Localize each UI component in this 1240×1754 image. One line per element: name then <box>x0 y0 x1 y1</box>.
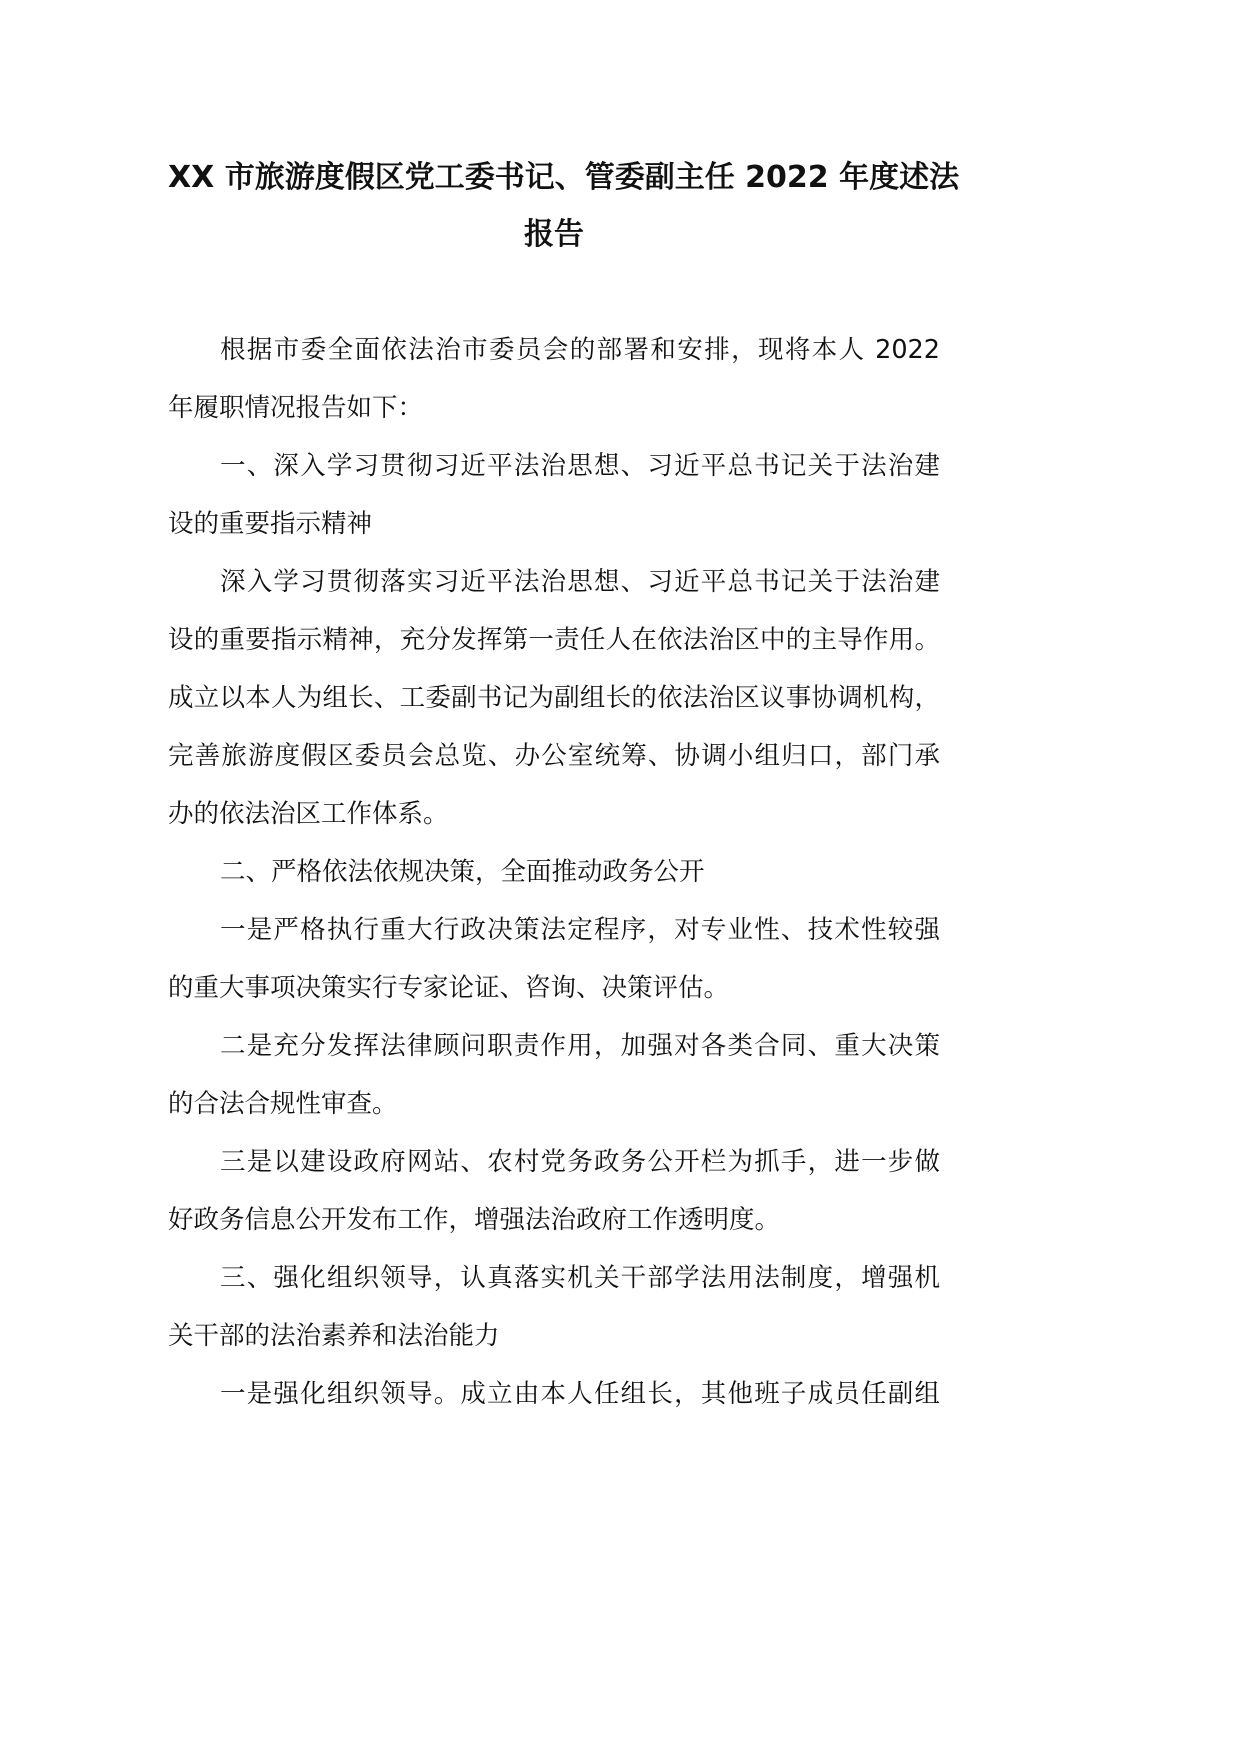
paragraph-line: 办的依法治区工作体系。 <box>168 799 449 829</box>
paragraph-line: 三、强化组织领导，认真落实机关干部学法用法制度，增强机 <box>220 1263 940 1293</box>
paragraph-line: 设的重要指示精神 <box>168 509 373 539</box>
document-body <box>168 321 940 1423</box>
paragraph <box>168 1249 940 1365</box>
document-title-line-1: XX 市旅游度假区党工委书记、管委副主任 2022 年度述法 <box>168 160 960 195</box>
paragraph-line: 一是严格执行重大行政决策法定程序，对专业性、技术性较强 <box>220 915 940 945</box>
paragraph-line: 一、深入学习贯彻习近平法治思想、习近平总书记关于法治建 <box>220 451 940 481</box>
paragraph <box>168 437 940 553</box>
paragraph <box>168 1365 940 1423</box>
document-title-line-2: 报告 <box>524 217 584 252</box>
paragraph-line: 二、严格依法依规决策，全面推动政务公开 <box>220 857 705 887</box>
paragraph-line: 年履职情况报告如下： <box>168 393 424 423</box>
paragraph <box>168 1017 940 1133</box>
paragraph-line: 深入学习贯彻落实习近平法治思想、习近平总书记关于法治建 <box>220 567 940 597</box>
paragraph-line: 的合法合规性审查。 <box>168 1089 398 1119</box>
paragraph-line: 的重大事项决策实行专家论证、咨询、决策评估。 <box>168 973 730 1003</box>
paragraph-line: 好政务信息公开发布工作，增强法治政府工作透明度。 <box>168 1205 781 1235</box>
paragraph <box>168 321 940 437</box>
paragraph <box>168 901 940 1017</box>
paragraph-line: 三是以建设政府网站、农村党务政务公开栏为抓手，进一步做 <box>220 1147 940 1177</box>
paragraph-line: 二是充分发挥法律顾问职责作用，加强对各类合同、重大决策 <box>220 1031 940 1061</box>
paragraph-line: 根据市委全面依法治市委员会的部署和安排，现将本人 2022 <box>220 335 940 365</box>
paragraph-line: 设的重要指示精神，充分发挥第一责任人在依法治区中的主导作用。 <box>168 625 940 655</box>
paragraph-line: 一是强化组织领导。成立由本人任组长，其他班子成员任副组 <box>220 1379 940 1409</box>
paragraph <box>168 553 940 843</box>
paragraph-line: 成立以本人为组长、工委副书记为副组长的依法治区议事协调机构， <box>168 683 940 713</box>
paragraph <box>168 1133 940 1249</box>
paragraph-line: 完善旅游度假区委员会总览、办公室统筹、协调小组归口，部门承 <box>168 741 940 771</box>
paragraph <box>168 843 940 901</box>
paragraph-line: 关干部的法治素养和法治能力 <box>168 1321 500 1351</box>
